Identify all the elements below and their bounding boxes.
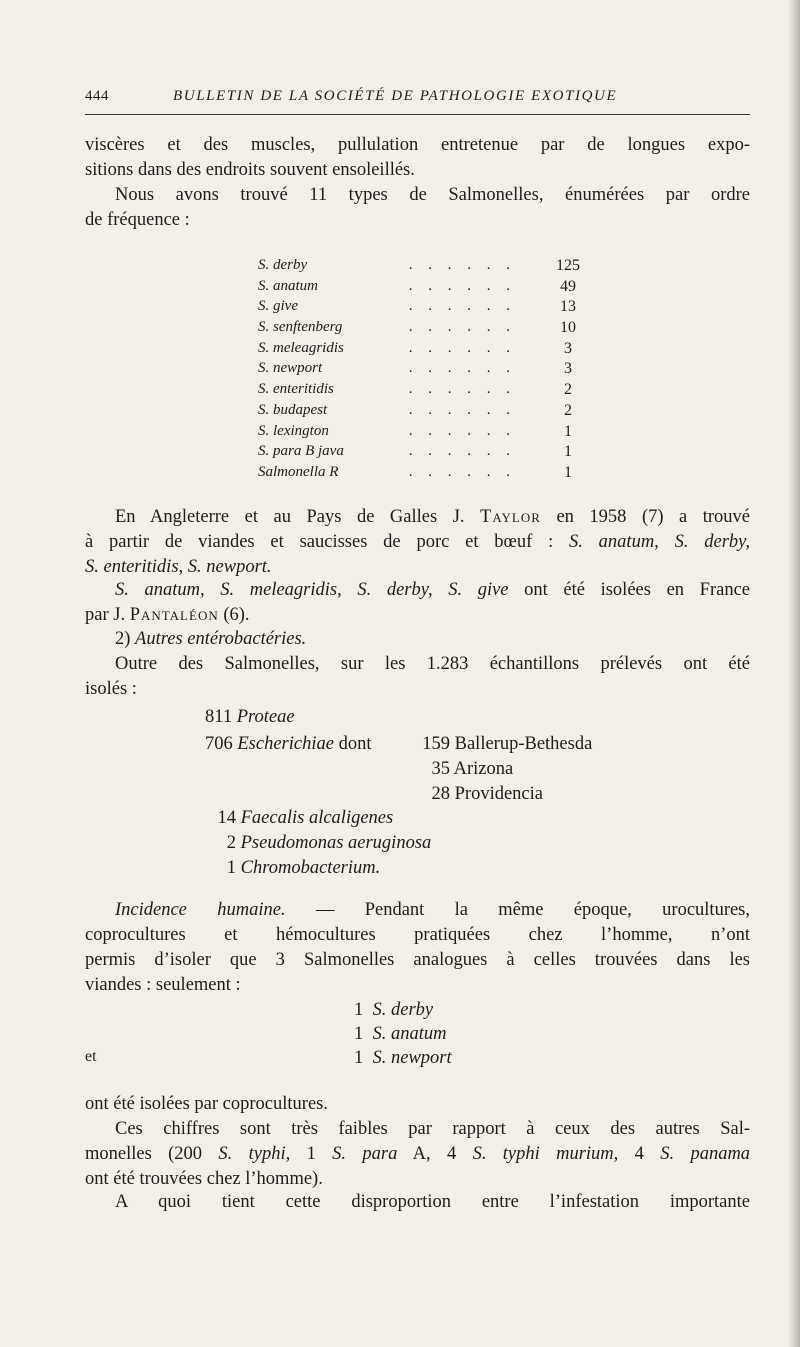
ces-line-2a: monelles (200 — [85, 1144, 203, 1164]
england-line-2a: à partir de viandes et saucisses de porc et bœuf : — [85, 532, 554, 552]
leader-dots: . . . . . . — [408, 422, 516, 439]
author-pantaleon: Pantaléon — [129, 605, 219, 625]
other-line-1: Outre des Salmonelles, sur les 1.283 échantillons prélevés ont été — [115, 654, 750, 674]
salmonella-count: 10 — [560, 319, 576, 337]
human-list-count: 1 — [354, 1048, 364, 1068]
final-line-1: A quoi tient cette disproportion entre l’infestation importante — [115, 1192, 750, 1212]
section-2-heading — [85, 627, 750, 652]
france-line-1a: S. anatum, S. meleagridis, S. derby, S. give — [115, 580, 509, 600]
human-et: et — [85, 1048, 97, 1065]
author-taylor: Taylor — [480, 507, 541, 527]
human-list-count: 1 — [354, 1024, 364, 1044]
ent-row-escherichiae — [205, 734, 371, 755]
human-list-name: S. derby — [372, 1000, 434, 1020]
salmonella-count: 13 — [560, 298, 576, 316]
ent-other-row — [210, 833, 431, 854]
salmonella-count: 2 — [564, 401, 572, 419]
leader-dots: . . . . . . — [408, 443, 516, 460]
france-line-2b: (6). — [223, 605, 250, 625]
ent-other-name: Pseudomonas aeruginosa — [240, 833, 432, 853]
salmonella-count: 2 — [564, 381, 572, 399]
ent-other-row — [210, 808, 393, 829]
intro-line-2: sitions dans des endroits souvent ensoleillés. — [85, 160, 415, 180]
ces-chiffres-paragraph — [85, 1117, 750, 1192]
other-enterobacteria-paragraph — [85, 652, 750, 702]
salmonella-row — [258, 423, 608, 444]
salmonella-name: S. newport — [258, 360, 326, 377]
page-edge-shadow — [788, 0, 800, 1347]
salmonella-row — [258, 319, 608, 340]
leader-dots: . . . . . . — [408, 298, 516, 315]
human-after: ont été isolées par coprocultures. — [85, 1094, 328, 1114]
human-list-row — [354, 1000, 433, 1021]
salmonella-row — [258, 298, 608, 319]
ent-other-count: 14 — [217, 808, 236, 828]
ces-line-2d: S. para — [332, 1144, 398, 1164]
salmonella-count: 1 — [564, 443, 572, 461]
ces-line-1: Ces chiffres sont très faibles par rapport à ceux des autres Sal- — [115, 1119, 750, 1139]
ent-count: 706 — [205, 734, 233, 754]
human-line-2: coprocultures et hémocultures pratiquées chez l’homme, n’ont — [85, 925, 750, 945]
section-2-title: Autres entérobactéries. — [135, 629, 307, 649]
salmonella-row — [258, 402, 608, 423]
intro-paragraph — [85, 133, 750, 233]
ent-other-count: 1 — [226, 858, 236, 878]
human-line-1: Pendant la même époque, urocultures, — [364, 900, 751, 920]
ent-sub-count: 35 — [431, 759, 450, 779]
salmonella-name: S. enteritidis — [258, 381, 338, 398]
salmonella-count: 3 — [564, 339, 572, 357]
leader-dots: . . . . . . — [408, 257, 516, 273]
ent-sub-name: Arizona — [453, 759, 514, 779]
ent-other-row — [210, 858, 380, 879]
ent-sub-row — [414, 784, 543, 805]
salmonella-name: S. budapest — [258, 402, 331, 419]
leader-dots: . . . . . . — [408, 463, 516, 480]
other-line-2: isolés : — [85, 679, 137, 699]
journal-title: BULLETIN DE LA SOCIÉTÉ DE PATHOLOGIE EXOTIQUE — [173, 88, 618, 104]
salmonella-name: S. give — [258, 298, 302, 315]
ces-line-2f: S. typhi murium, — [472, 1144, 619, 1164]
salmonella-frequency-list — [258, 257, 608, 485]
human-list-row — [354, 1048, 452, 1069]
human-incidence-paragraph — [85, 898, 750, 998]
leader-dots: . . . . . . — [408, 339, 516, 356]
salmonella-row — [258, 360, 608, 381]
france-line-2a: par J. — [85, 605, 126, 625]
human-line-4: viandes : seulement : — [85, 975, 241, 995]
leader-dots: . . . . . . — [408, 360, 516, 377]
salmonella-row — [258, 257, 608, 278]
salmonella-count: 49 — [560, 277, 576, 295]
section-2-number: 2) — [115, 629, 131, 649]
salmonella-count: 1 — [564, 463, 572, 481]
coproculture-line — [85, 1092, 750, 1117]
ent-row-proteae — [205, 707, 295, 728]
france-paragraph — [85, 578, 750, 628]
england-line-3: S. enteritidis, S. newport. — [85, 557, 272, 577]
intro-line-1: viscères et des muscles, pullulation entretenue par de longues expo- — [85, 135, 750, 155]
ces-line-2e: A, 4 — [412, 1144, 457, 1164]
ces-line-2c: 1 — [306, 1144, 316, 1164]
salmonella-row — [258, 443, 608, 464]
final-paragraph — [85, 1190, 750, 1215]
ces-line-3: ont été trouvées chez l’homme). — [85, 1169, 323, 1189]
ent-sub-name: Providencia — [454, 784, 543, 804]
leader-dots: . . . . . . — [408, 277, 516, 294]
england-line-1a: En Angleterre et au Pays de Galles J. — [115, 507, 465, 527]
ent-sub-name: Ballerup-Bethesda — [454, 734, 593, 754]
salmonella-name: S. lexington — [258, 423, 333, 440]
ent-other-count: 2 — [226, 833, 236, 853]
salmonella-name: Salmonella R — [258, 464, 342, 481]
salmonella-count: 3 — [564, 360, 572, 378]
ces-line-2b: S. typhi, — [218, 1144, 291, 1164]
england-line-2b: S. anatum, S. derby, — [569, 532, 751, 552]
salmonella-name: S. meleagridis — [258, 340, 348, 357]
ent-other-name: Chromobacterium. — [240, 858, 381, 878]
ent-connector: dont — [338, 734, 372, 754]
salmonella-row — [258, 381, 608, 402]
leader-dots: . . . . . . — [408, 319, 516, 336]
human-list-name: S. anatum — [372, 1024, 447, 1044]
human-heading: Incidence humaine. — [115, 900, 286, 920]
salmonella-row — [258, 278, 608, 299]
human-list-name: S. newport — [372, 1048, 452, 1068]
salmonella-count: 1 — [564, 422, 572, 440]
england-line-1b: en 1958 (7) a trouvé — [556, 507, 751, 527]
ent-name: Proteae — [236, 707, 295, 727]
england-paragraph — [85, 505, 750, 580]
human-line-3: permis d’isoler que 3 Salmonelles analogues à celles trouvées dans les — [85, 950, 750, 970]
salmonella-count: 125 — [556, 257, 580, 274]
salmonella-name: S. anatum — [258, 278, 322, 295]
human-list-row — [354, 1024, 447, 1045]
ent-name: Escherichiae — [237, 734, 334, 754]
ent-sub-row — [414, 734, 592, 755]
salmonella-name: S. para B java — [258, 443, 348, 460]
page-number: 444 — [85, 88, 109, 104]
intro-line-4: de fréquence : — [85, 210, 190, 230]
leader-dots: . . . . . . — [408, 381, 516, 398]
ent-sub-count: 159 — [422, 734, 450, 754]
salmonella-name: S. senftenberg — [258, 319, 346, 336]
ent-count: 811 — [205, 707, 233, 727]
ces-line-2g: 4 — [634, 1144, 644, 1164]
intro-line-3: Nous avons trouvé 11 types de Salmonelles, énumérées par ordre — [115, 185, 750, 205]
header-rule — [85, 114, 750, 115]
salmonella-row — [258, 340, 608, 361]
france-line-1b: ont été isolées en France — [524, 580, 750, 600]
ent-sub-count: 28 — [431, 784, 450, 804]
ces-line-2h: S. panama — [660, 1144, 751, 1164]
human-dash: — — [315, 900, 335, 920]
leader-dots: . . . . . . — [408, 401, 516, 418]
salmonella-row — [258, 464, 608, 485]
human-list-count: 1 — [354, 1000, 364, 1020]
ent-sub-row — [414, 759, 513, 780]
ent-other-name: Faecalis alcaligenes — [240, 808, 394, 828]
salmonella-name: S. derby — [258, 257, 311, 274]
